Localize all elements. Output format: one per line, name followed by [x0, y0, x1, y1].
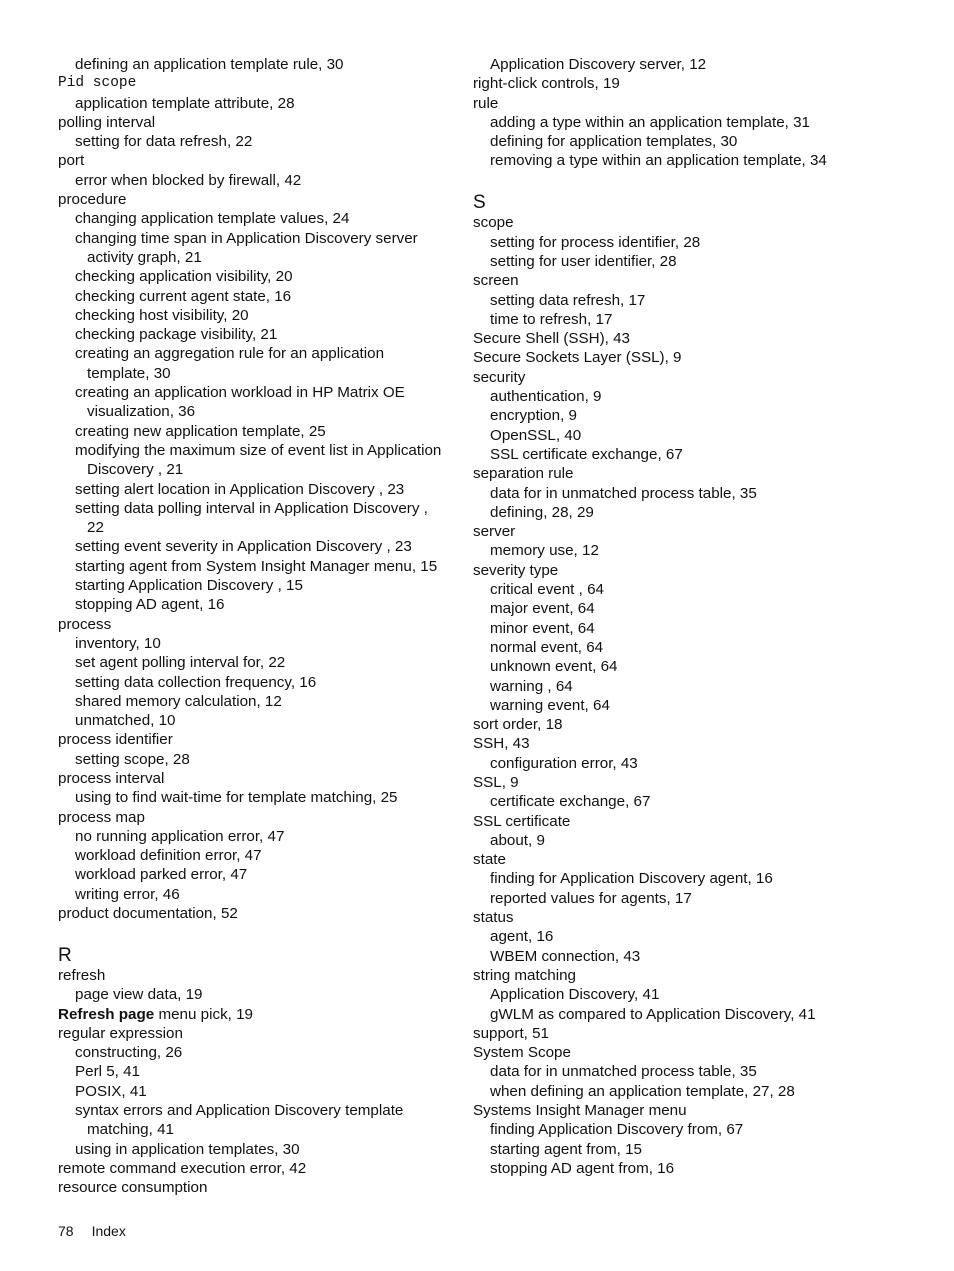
index-subentry: minor event, 64: [490, 619, 595, 637]
index-subentry: starting Application Discovery , 15: [75, 577, 303, 595]
index-subentry: Discovery , 21: [87, 461, 184, 479]
index-entry: port: [58, 152, 85, 170]
index-entry: remote command execution error, 42: [58, 1159, 307, 1177]
index-subentry: memory use, 12: [490, 542, 599, 560]
index-subentry: 22: [87, 519, 104, 537]
index-entry: process interval: [58, 769, 165, 787]
index-subentry: when defining an application template, 27, 28: [490, 1082, 795, 1100]
index-entry: sort order, 18: [473, 716, 563, 734]
index-subentry: checking host visibility, 20: [75, 306, 249, 324]
index-entry: security: [473, 368, 526, 386]
index-subentry: application template attribute, 28: [75, 94, 295, 112]
index-subentry: changing time span in Application Discovery server: [75, 229, 418, 247]
index-subentry: shared memory calculation, 12: [75, 692, 282, 710]
index-subentry: checking application visibility, 20: [75, 268, 293, 286]
index-subentry: matching, 41: [87, 1121, 174, 1139]
index-subentry: POSIX, 41: [75, 1082, 147, 1100]
index-subentry: data for in unmatched process table, 35: [490, 1063, 757, 1081]
index-subentry: defining, 28, 29: [490, 503, 594, 521]
index-subentry: encryption, 9: [490, 407, 577, 425]
index-entry: severity type: [473, 561, 559, 579]
index-entry: status: [473, 909, 514, 927]
index-subentry: inventory, 10: [75, 634, 161, 652]
index-entry: Pid scope: [58, 75, 137, 92]
index-subentry: setting data polling interval in Application Discovery ,: [75, 499, 428, 517]
index-subentry: unmatched, 10: [75, 712, 176, 730]
index-subentry: data for in unmatched process table, 35: [490, 484, 757, 502]
index-subentry: page view data, 19: [75, 986, 203, 1004]
index-entry: SSL certificate: [473, 812, 571, 830]
index-entry: [58, 1005, 458, 1024]
index-subentry: removing a type within an application template, 34: [490, 152, 827, 170]
index-subentry: creating an application workload in HP Matrix OE: [75, 384, 405, 402]
index-subentry: reported values for agents, 17: [490, 889, 692, 907]
index-subentry: visualization, 36: [87, 403, 196, 421]
index-subentry: setting alert location in Application Discovery , 23: [75, 480, 405, 498]
index-entry: Systems Insight Manager menu: [473, 1102, 687, 1120]
index-subentry: major event, 64: [490, 600, 595, 618]
index-subentry: setting for user identifier, 28: [490, 252, 677, 270]
index-subentry: creating new application template, 25: [75, 422, 326, 440]
index-subentry: starting agent from System Insight Manager menu, 15: [75, 557, 438, 575]
index-entry: right-click controls, 19: [473, 75, 620, 93]
index-subentry: workload definition error, 47: [75, 847, 262, 865]
index-subentry: Perl 5, 41: [75, 1063, 141, 1081]
index-subentry: critical event , 64: [490, 581, 604, 599]
index-subentry: setting scope, 28: [75, 750, 190, 768]
index-entry: refresh: [58, 966, 106, 984]
page-number: 78: [58, 1223, 74, 1239]
index-subentry: defining an application template rule, 30: [75, 56, 344, 73]
index-subentry: setting event severity in Application Discovery , 23: [75, 538, 412, 556]
index-subentry: Application Discovery server, 12: [490, 56, 707, 73]
index-subentry: configuration error, 43: [490, 754, 638, 772]
index-subentry: about, 9: [490, 831, 545, 849]
index-entry: server: [473, 523, 516, 541]
index-subentry: set agent polling interval for, 22: [75, 654, 286, 672]
index-entry: Secure Sockets Layer (SSL), 9: [473, 349, 682, 367]
index-subentry: checking current agent state, 16: [75, 287, 292, 305]
index-entry-text: menu pick, 19: [154, 1005, 254, 1023]
index-subentry: template, 30: [87, 364, 171, 382]
index-subentry: checking package visibility, 21: [75, 326, 278, 344]
index-letter-heading: S: [473, 192, 486, 214]
index-entry: rule: [473, 94, 499, 112]
index-subentry: setting data collection frequency, 16: [75, 673, 317, 691]
letter-gap: [473, 171, 913, 190]
index-entry: resource consumption: [58, 1179, 208, 1197]
index-entry-bold-term: Refresh page: [58, 1005, 155, 1023]
index-entry: string matching: [473, 966, 576, 984]
index-subentry: gWLM as compared to Application Discovery, 41: [490, 1005, 816, 1023]
index-entry: screen: [473, 272, 519, 290]
index-entry: SSH, 43: [473, 735, 530, 753]
index-entry: Secure Shell (SSH), 43: [473, 330, 631, 348]
index-entry: polling interval: [58, 113, 156, 131]
index-subentry: defining for application templates, 30: [490, 133, 738, 151]
index-entry: support, 51: [473, 1024, 549, 1042]
index-entry: process: [58, 615, 112, 633]
index-subentry: no running application error, 47: [75, 827, 285, 845]
letter-gap: [58, 923, 458, 942]
index-entry: state: [473, 851, 506, 869]
index-subentry: adding a type within an application template, 31: [490, 113, 810, 131]
index-subentry: modifying the maximum size of event list in Application: [75, 441, 442, 459]
index-subentry: OpenSSL, 40: [490, 426, 582, 444]
index-column-left: [58, 55, 458, 1198]
index-subentry: certificate exchange, 67: [490, 793, 651, 811]
index-subentry: authentication, 9: [490, 388, 602, 406]
index-subentry: activity graph, 21: [87, 248, 202, 266]
index-subentry: warning event, 64: [490, 696, 610, 714]
index-subentry: stopping AD agent from, 16: [490, 1159, 675, 1177]
index-subentry: using to find wait-time for template matching, 25: [75, 789, 398, 807]
index-subentry: setting for process identifier, 28: [490, 233, 701, 251]
index-entry: regular expression: [58, 1024, 183, 1042]
index-entry: process identifier: [58, 731, 173, 749]
index-subentry: changing application template values, 24: [75, 210, 350, 228]
index-subentry: WBEM connection, 43: [490, 947, 641, 965]
index-entry: product documentation, 52: [58, 905, 238, 923]
index-subentry: Application Discovery, 41: [490, 986, 660, 1004]
index-subentry: using in application templates, 30: [75, 1140, 300, 1158]
index-subentry: setting for data refresh, 22: [75, 133, 253, 151]
index-entry: procedure: [58, 191, 127, 209]
index-subentry: normal event, 64: [490, 638, 604, 656]
index-subentry: stopping AD agent, 16: [75, 596, 225, 614]
index-subentry: time to refresh, 17: [490, 310, 613, 328]
index-subentry: finding for Application Discovery agent, 16: [490, 870, 773, 888]
index-subentry: SSL certificate exchange, 67: [490, 445, 683, 463]
index-subentry: starting agent from, 15: [490, 1140, 642, 1158]
index-subentry: warning , 64: [490, 677, 573, 695]
index-letter-heading: R: [58, 944, 72, 966]
index-subentry: error when blocked by firewall, 42: [75, 171, 302, 189]
index-subentry: creating an aggregation rule for an application: [75, 345, 385, 363]
index-entry: separation rule: [473, 465, 574, 483]
index-subentry: workload parked error, 47: [75, 866, 248, 884]
index-subentry: constructing, 26: [75, 1044, 183, 1062]
index-subentry: writing error, 46: [75, 885, 180, 903]
index-entry: process map: [58, 808, 145, 826]
page-footer: [58, 1223, 126, 1239]
index-entry: scope: [473, 214, 514, 232]
index-entry: System Scope: [473, 1044, 571, 1062]
index-entry: SSL, 9: [473, 773, 519, 791]
footer-section-label: Index: [91, 1223, 126, 1239]
index-subentry: agent, 16: [490, 928, 554, 946]
index-subentry: syntax errors and Application Discovery template: [75, 1102, 404, 1120]
index-subentry: finding Application Discovery from, 67: [490, 1121, 744, 1139]
index-column-right: [473, 55, 913, 1178]
index-subentry: setting data refresh, 17: [490, 291, 646, 309]
index-subentry: unknown event, 64: [490, 658, 618, 676]
